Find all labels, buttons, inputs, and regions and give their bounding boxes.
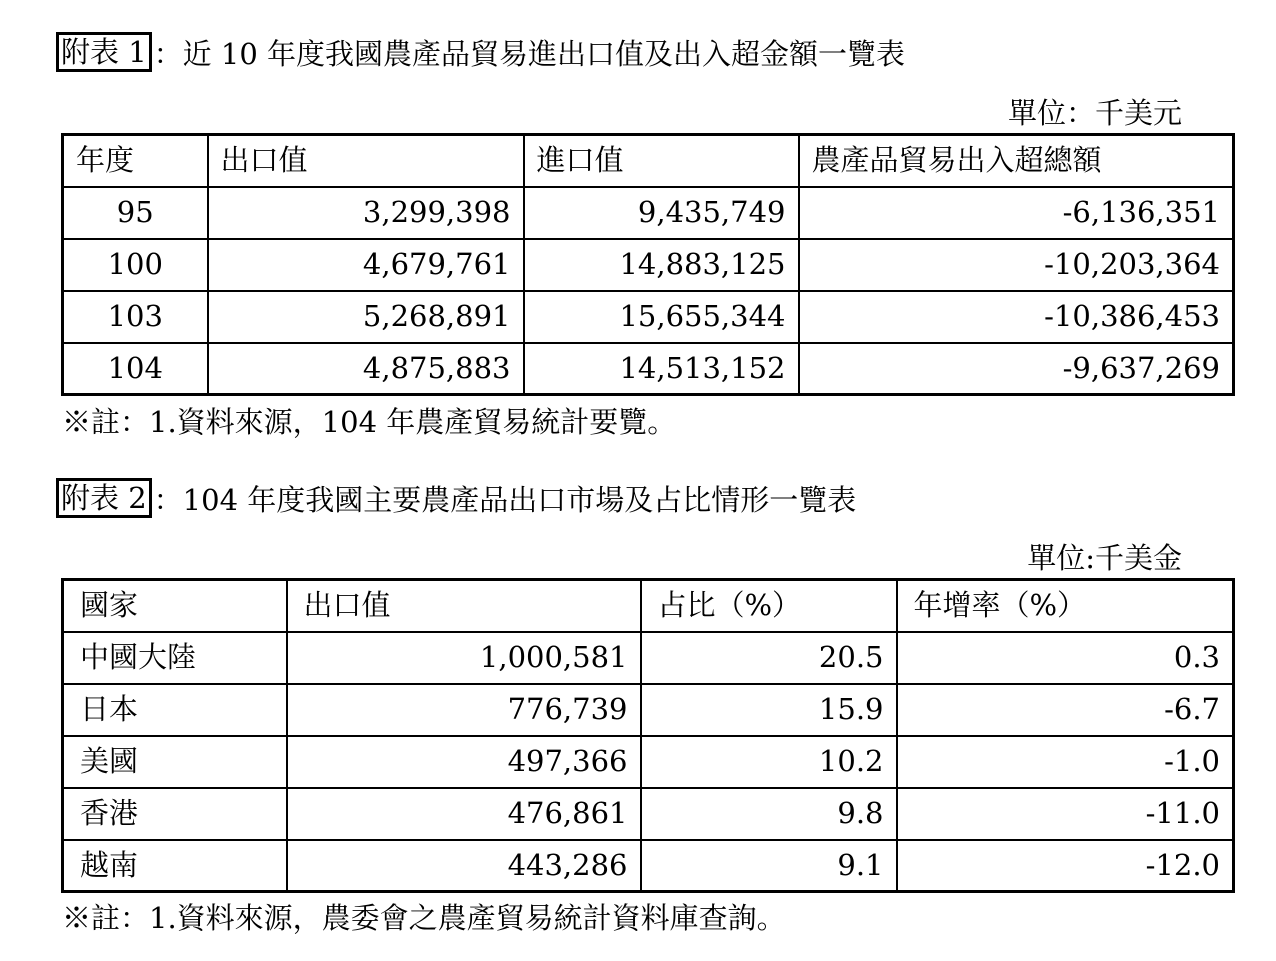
cell-country: 美國 (63, 736, 287, 788)
cell-year: 100 (63, 239, 208, 291)
table1-caption-label: 附表 1 (56, 32, 152, 72)
table2-caption-label: 附表 2 (56, 478, 152, 518)
cell-share: 9.8 (641, 788, 897, 840)
cell-export: 4,875,883 (208, 343, 524, 395)
table1-header-import: 進口值 (524, 135, 799, 187)
cell-country: 香港 (63, 788, 287, 840)
cell-import: 15,655,344 (524, 291, 799, 343)
cell-share: 9.1 (641, 840, 897, 892)
cell-export: 776,739 (287, 684, 641, 736)
cell-year: 95 (63, 187, 208, 239)
cell-share: 20.5 (641, 632, 897, 684)
cell-growth: -6.7 (897, 684, 1234, 736)
table2-caption (56, 478, 856, 518)
cell-share: 10.2 (641, 736, 897, 788)
cell-growth: -11.0 (897, 788, 1234, 840)
cell-export: 476,861 (287, 788, 641, 840)
table1-caption (56, 32, 905, 72)
table2-unit: 單位:千美金 (1027, 541, 1182, 575)
table-row (63, 632, 1234, 684)
table1-caption-text: ：近 10 年度我國農產品貿易進出口值及出入超金額一覽表 (153, 36, 906, 71)
table2-header-export: 出口值 (287, 580, 641, 632)
table1-unit: 單位：千美元 (1007, 96, 1182, 130)
table1 (61, 133, 1235, 396)
table2-header-growth: 年增率（%） (897, 580, 1234, 632)
cell-balance: -10,386,453 (799, 291, 1234, 343)
table1-header-year: 年度 (63, 135, 208, 187)
cell-export: 3,299,398 (208, 187, 524, 239)
table-row (63, 343, 1234, 395)
table-row (63, 736, 1234, 788)
table1-header-balance: 農產品貿易出入超總額 (799, 135, 1234, 187)
cell-country: 日本 (63, 684, 287, 736)
table-row (63, 788, 1234, 840)
table1-note: ※註：1.資料來源，104 年農產貿易統計要覽。 (62, 405, 677, 439)
cell-export: 5,268,891 (208, 291, 524, 343)
cell-year: 103 (63, 291, 208, 343)
cell-import: 14,883,125 (524, 239, 799, 291)
table-row (63, 684, 1234, 736)
table2-header-country: 國家 (63, 580, 287, 632)
cell-import: 9,435,749 (524, 187, 799, 239)
table-row (63, 840, 1234, 892)
table-row (63, 187, 1234, 239)
cell-growth: 0.3 (897, 632, 1234, 684)
table1-header-row (63, 135, 1234, 187)
cell-export: 443,286 (287, 840, 641, 892)
cell-growth: -1.0 (897, 736, 1234, 788)
cell-year: 104 (63, 343, 208, 395)
table2-note: ※註：1.資料來源，農委會之農產貿易統計資料庫查詢。 (62, 901, 786, 935)
table-row (63, 239, 1234, 291)
table2-header-row (63, 580, 1234, 632)
table2-header-share: 占比（%） (641, 580, 897, 632)
cell-growth: -12.0 (897, 840, 1234, 892)
table2 (61, 578, 1235, 893)
cell-import: 14,513,152 (524, 343, 799, 395)
cell-balance: -9,637,269 (799, 343, 1234, 395)
cell-country: 中國大陸 (63, 632, 287, 684)
cell-country: 越南 (63, 840, 287, 892)
cell-export: 1,000,581 (287, 632, 641, 684)
table1-header-export: 出口值 (208, 135, 524, 187)
cell-balance: -6,136,351 (799, 187, 1234, 239)
table-row (63, 291, 1234, 343)
cell-share: 15.9 (641, 684, 897, 736)
cell-export: 4,679,761 (208, 239, 524, 291)
table2-caption-text: ：104 年度我國主要農產品出口市場及占比情形一覽表 (153, 482, 857, 517)
cell-balance: -10,203,364 (799, 239, 1234, 291)
cell-export: 497,366 (287, 736, 641, 788)
